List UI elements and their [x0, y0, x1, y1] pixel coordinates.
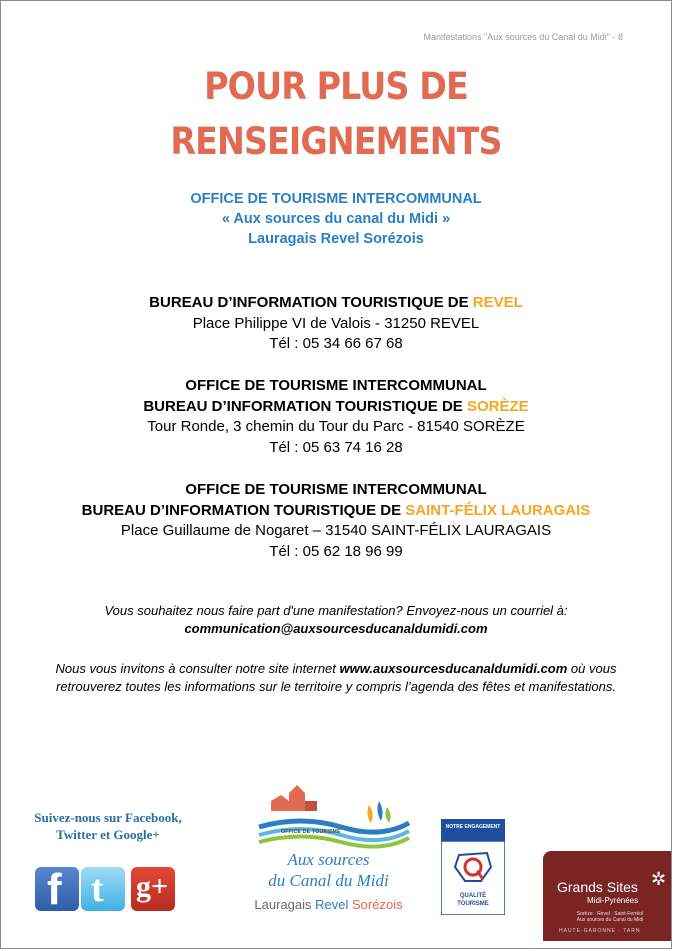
- qualite-bottom-1: QUALITÉ: [459, 893, 487, 899]
- bureau-phone: Tél : 05 34 66 67 68: [269, 335, 403, 352]
- office-line-1: OFFICE DE TOURISME INTERCOMMUNAL: [190, 191, 482, 207]
- google-plus-glyph: g+: [136, 870, 169, 903]
- google-plus-icon[interactable]: [131, 867, 175, 911]
- logo-tag-revel: Revel: [315, 897, 352, 912]
- grands-sites-line-2: Midi-Pyrénées: [587, 896, 639, 905]
- website-url-link[interactable]: www.auxsourcesducanaldumidi.com: [339, 661, 568, 676]
- logo-line-2: du Canal du Midi: [268, 871, 389, 890]
- logo-tagline: [241, 897, 416, 912]
- bureau-phone: Tél : 05 62 18 96 99: [269, 542, 403, 560]
- office-heading: [1, 189, 671, 249]
- logo-tag-lauragais: Lauragais: [254, 897, 316, 912]
- bureau-heading: [1, 501, 671, 522]
- grands-sites-places: [565, 911, 655, 923]
- bureau-heading-prefix: BUREAU D’INFORMATION TOURISTIQUE DE: [149, 294, 473, 311]
- qualite-bottom-2: TOURISME: [457, 901, 489, 907]
- qualite-top-text: NOTRE ENGAGEMENT: [445, 824, 501, 830]
- bureau-soreze: [1, 376, 671, 458]
- twitter-glyph: t: [91, 868, 104, 910]
- title-line-2: RENSEIGNEMENTS: [170, 120, 502, 163]
- grands-sites-logo: [543, 851, 672, 941]
- facebook-glyph: f: [47, 865, 62, 914]
- bureau-revel: [1, 293, 671, 355]
- bureau-town-highlight: SAINT-FÉLIX LAURAGAIS: [405, 501, 591, 519]
- bureau-saint-felix: [1, 480, 671, 562]
- bureau-town-highlight: REVEL: [472, 294, 523, 311]
- flower-icon: ✲: [651, 869, 667, 889]
- grands-sites-line-5: HAUTE-GARONNE · TARN: [559, 928, 641, 934]
- follow-line-1: Suivez-nous sur Facebook,: [34, 810, 182, 825]
- bureau-heading: [1, 397, 671, 418]
- title-line-1: POUR PLUS DE: [204, 65, 468, 108]
- bureau-address: Place Philippe VI de Valois - 31250 REVEL: [192, 314, 480, 332]
- grands-sites-line-4: Aux sources du Canal du Midi: [576, 917, 644, 923]
- twitter-icon[interactable]: [81, 867, 125, 911]
- bureau-office-line: OFFICE DE TOURISME INTERCOMMUNAL: [185, 377, 487, 394]
- logo-office-label: OFFICE DE TOURISME: [281, 829, 341, 835]
- logo-line-1: Aux sources: [287, 850, 370, 869]
- website-text-after: où vous retrouverez toutes les informations sur le territoire y compris l’agenda des fêtes et manifestations.: [56, 661, 617, 694]
- bureau-heading-prefix: BUREAU D’INFORMATION TOURISTIQUE DE: [81, 501, 406, 519]
- website-text-before: Nous vous invitons à consulter notre site internet: [55, 661, 340, 676]
- follow-us-text: [23, 809, 193, 843]
- bureau-town-highlight: SORÈZE: [466, 397, 529, 415]
- bureau-address: Place Guillaume de Nogaret – 31540 SAINT-FÉLIX LAURAGAIS: [120, 522, 552, 539]
- canal-du-midi-logo-icon: [241, 771, 416, 916]
- contact-email-link[interactable]: communication@auxsourcesducanaldumidi.com: [184, 621, 488, 636]
- facebook-icon[interactable]: [35, 865, 79, 914]
- office-line-3: Lauragais Revel Sorézois: [248, 231, 424, 247]
- contact-prompt: Vous souhaitez nous faire part d'une manifestation? Envoyez-nous un courriel à:: [104, 603, 568, 618]
- bureau-phone: Tél : 05 63 74 16 28: [269, 438, 403, 456]
- website-paragraph: [31, 660, 641, 695]
- page-title: [35, 59, 638, 169]
- logo-tag-sorezois: Sorézois: [352, 897, 403, 912]
- contact-paragraph: [31, 602, 641, 638]
- grands-sites-line-3: Sorèze · Revel · Saint-Ferréol: [576, 911, 644, 917]
- office-line-2: « Aux sources du canal du Midi »: [221, 211, 451, 227]
- bureau-office-line: OFFICE DE TOURISME INTERCOMMUNAL: [185, 481, 487, 498]
- qualite-tourisme-icon: [441, 819, 505, 915]
- bureau-heading-prefix: BUREAU D’INFORMATION TOURISTIQUE DE: [143, 397, 467, 415]
- grands-sites-line-1: Grands Sites: [557, 879, 638, 895]
- bureau-address: Tour Ronde, 3 chemin du Tour du Parc - 81540 SORÈZE: [147, 418, 525, 435]
- bureau-heading: [1, 293, 671, 314]
- follow-line-2: Twitter et Google+: [56, 827, 160, 842]
- running-header: Manifestations "Aux sources du Canal du Midi" - 8: [423, 32, 623, 42]
